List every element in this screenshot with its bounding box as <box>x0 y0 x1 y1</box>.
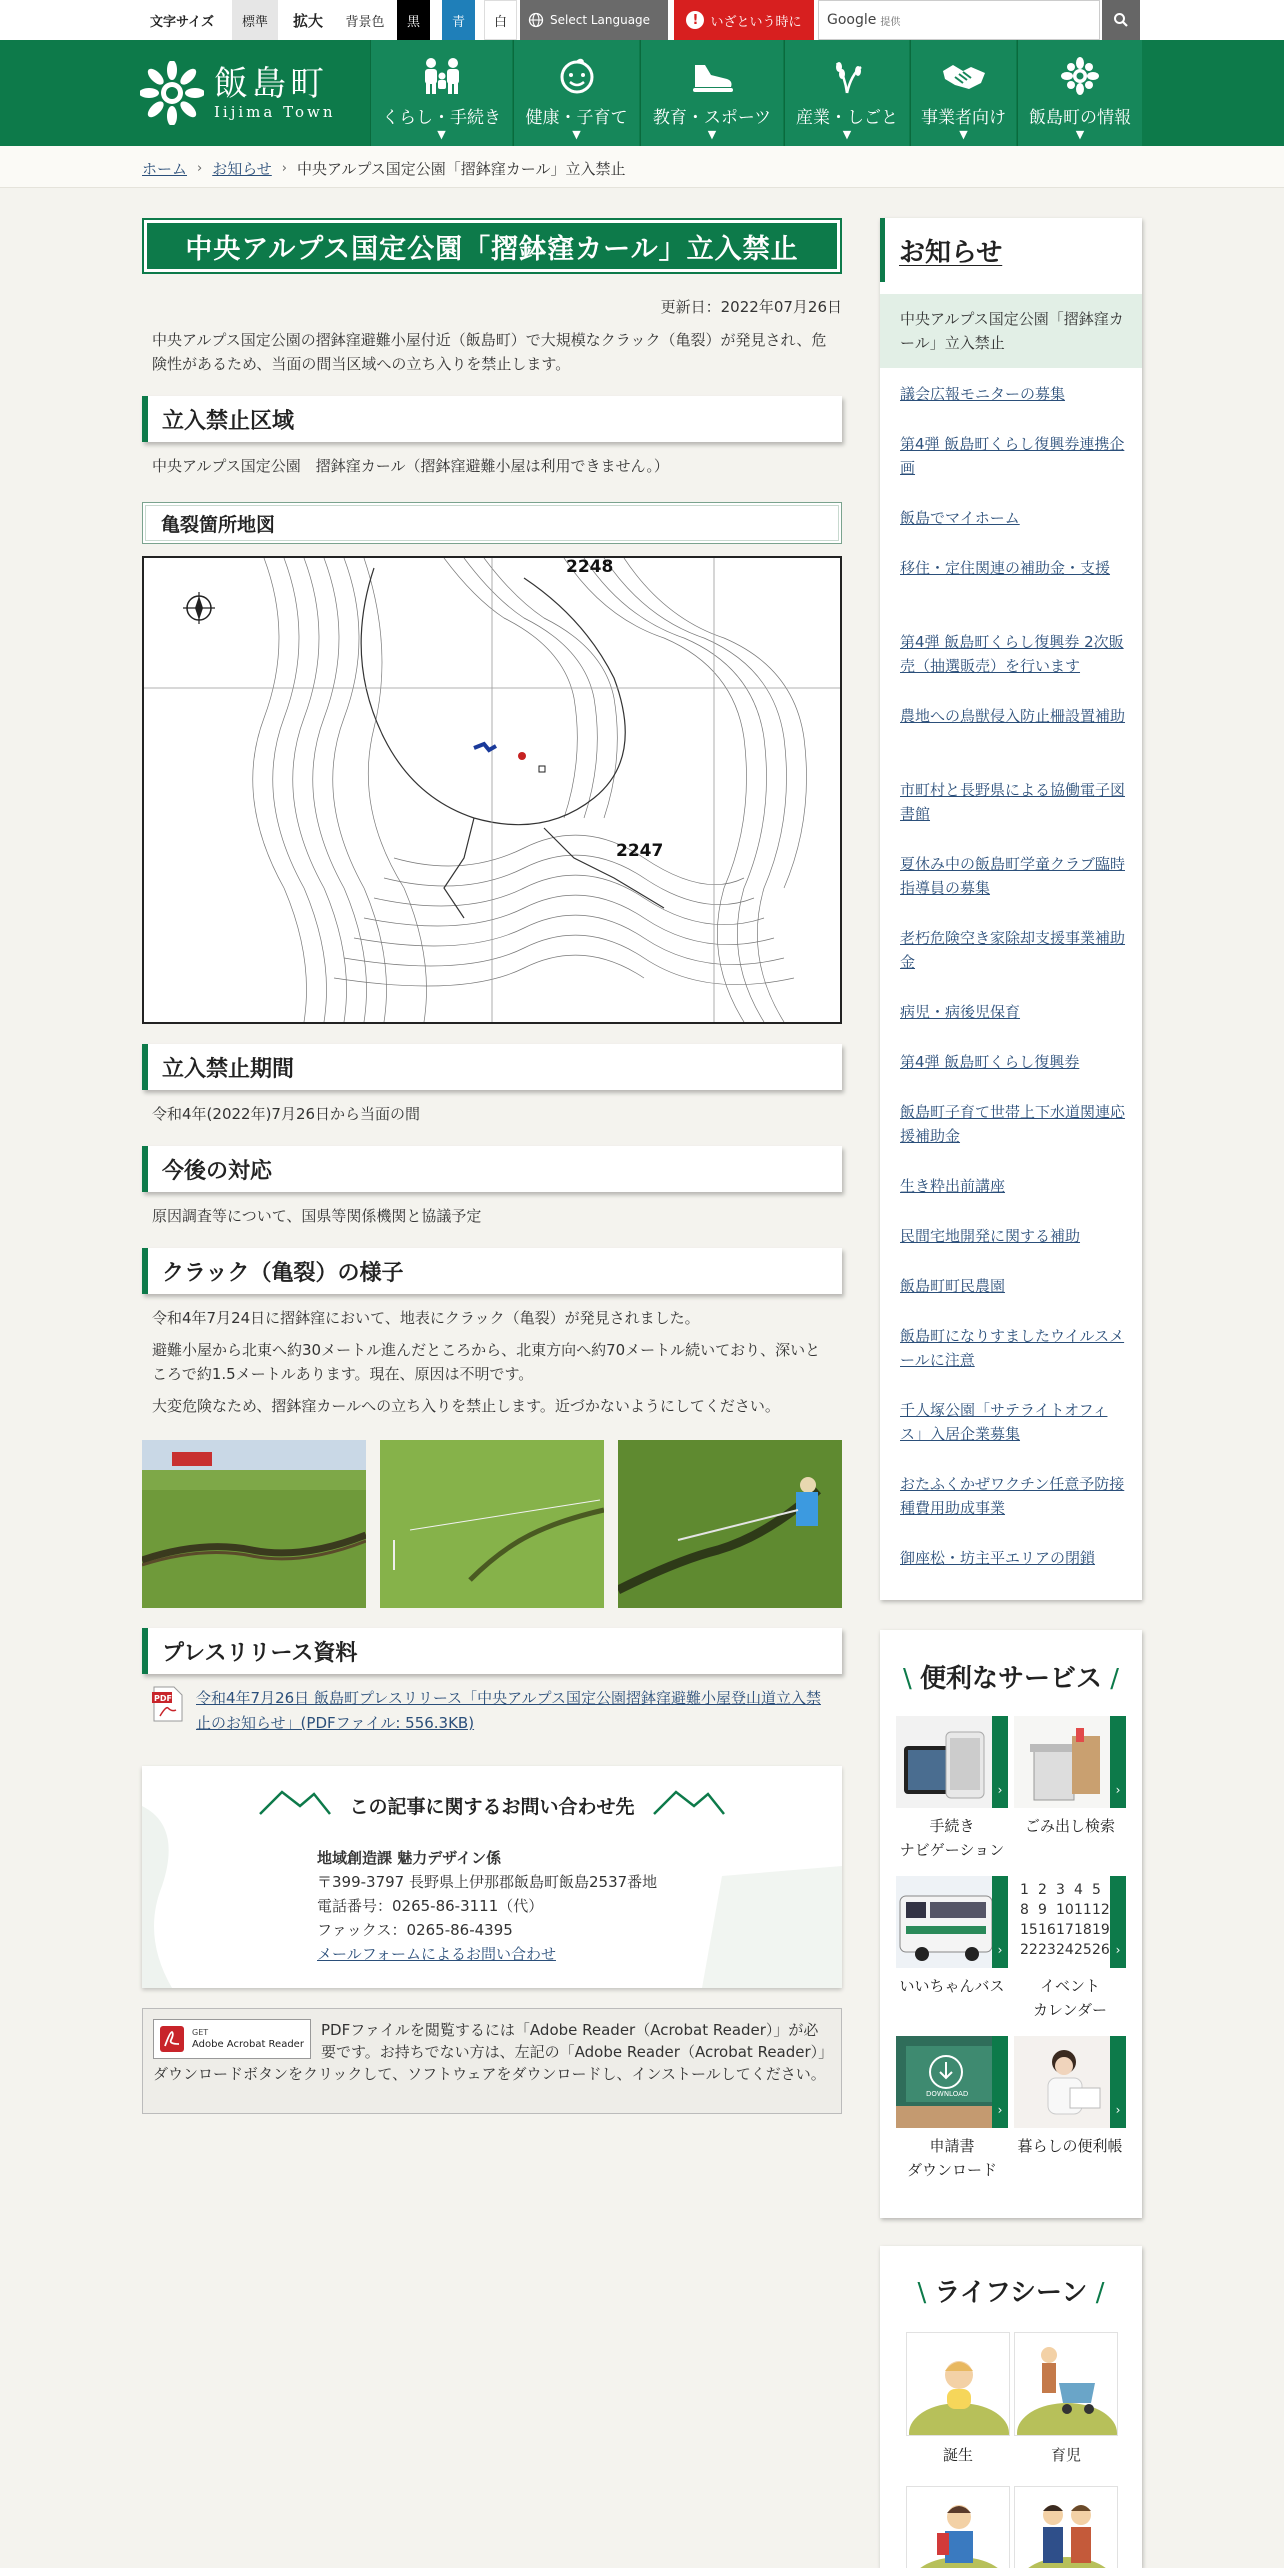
crack-photo-1[interactable] <box>142 1440 366 1608</box>
sidebar-news-item[interactable] <box>880 1100 1142 1148</box>
life-scene-birth[interactable] <box>906 2332 1010 2465</box>
crack-text-3: 大変危険なため、摺鉢窪カールへの立ち入りを禁止します。近づかないようにしてください。 <box>152 1397 780 1415</box>
sidebar-news-item[interactable] <box>880 506 1142 530</box>
nav-business-label: 事業者向け <box>921 108 1006 128</box>
calendar-day: 3 <box>1056 1882 1065 1898</box>
life-label: 育児 <box>1050 2446 1081 2464</box>
adobe-reader-download-button[interactable] <box>153 2019 311 2059</box>
calendar-day: 24 <box>1056 1942 1074 1958</box>
life-scene-family[interactable] <box>1014 2486 1118 2568</box>
calendar-day: 9 <box>1038 1902 1047 1918</box>
service-label: 申請書 ダウンロード <box>906 2137 997 2179</box>
service-garbage-search[interactable]: › ごみ出し検索 <box>1014 1716 1126 1838</box>
breadcrumb-bar <box>0 146 1284 188</box>
topographic-map-image <box>144 558 840 1022</box>
calendar-day: 25 <box>1074 1942 1092 1958</box>
crack-text-2: 避難小屋から北東へ約30メートル進んだところから、北東方向へ約70メートル続いており、深いところで約1.5メートルあります。現在、原因は不明です。 <box>152 1341 821 1383</box>
sidebar-news-item[interactable] <box>880 1398 1142 1446</box>
contact-dept: 地域創造課 魅力デザイン係 <box>317 1849 502 1867</box>
updated-date: 更新日：2022年07月26日 <box>660 298 842 316</box>
service-label: いいちゃんバス <box>899 1977 1005 1995</box>
stroller-icon <box>1015 2333 1118 2436</box>
press-release-item <box>152 1686 832 1736</box>
calendar-day: 26 <box>1092 1942 1110 1958</box>
crack-photo-2[interactable] <box>380 1440 604 1608</box>
life-title: \ ライフシーン / <box>917 2278 1105 2308</box>
calendar-day: 4 <box>1074 1882 1083 1898</box>
sidebar-news-item[interactable] <box>880 778 1142 826</box>
service-form-download[interactable]: DOWNLOAD › 申請書 ダウンロード <box>896 2036 1008 2182</box>
news-link[interactable]: 中央アルプス国定公園「摺鉢窪カール」立入禁止 <box>900 310 1124 352</box>
chevron-down-icon: ▼ <box>572 128 581 141</box>
news-link[interactable]: 老朽危険空き家除却支援事業補助金 <box>900 929 1126 971</box>
calendar-day: 17 <box>1056 1922 1074 1938</box>
sidebar-news-item[interactable] <box>880 852 1142 900</box>
news-link[interactable]: 病児・病後児保育 <box>900 1003 1021 1021</box>
font-size-label: 文字サイズ <box>142 0 222 40</box>
font-size-standard-button[interactable]: 標準 <box>232 0 278 40</box>
emergency-button[interactable] <box>674 0 814 40</box>
search-input[interactable] <box>818 0 1100 40</box>
contact-address: 〒399-3797 長野県上伊那郡飯島町飯島2537番地 <box>317 1873 658 1891</box>
adobe-icon <box>160 2026 184 2052</box>
chevron-down-icon: ▼ <box>1075 128 1085 141</box>
area-text: 中央アルプス国定公園 摺鉢窪カール（摺鉢窪避難小屋は利用できません。） <box>152 457 669 475</box>
search-brand: Google <box>827 12 877 28</box>
news-link[interactable]: 第4弾 飯島町くらし復興券 <box>900 1053 1080 1071</box>
nav-business[interactable] <box>910 40 1016 146</box>
calendar-day: 15 <box>1020 1922 1038 1938</box>
news-link[interactable]: 夏休み中の飯島町学童クラブ臨時指導員の募集 <box>900 855 1126 897</box>
sidebar-services <box>880 1630 1142 2218</box>
heading-area: 立入禁止区域 <box>142 396 842 442</box>
calendar-day: 5 <box>1092 1882 1101 1898</box>
contact-form-link[interactable]: メールフォームによるお問い合わせ <box>317 1945 556 1963</box>
sidebar-news-item[interactable] <box>880 1224 1142 1248</box>
news-link[interactable]: 生き粋出前講座 <box>900 1177 1006 1195</box>
news-link[interactable]: おたふくかぜワクチン任意予防接種費用助成事業 <box>900 1475 1125 1517</box>
rice-plant-icon <box>827 57 867 95</box>
life-scene-school[interactable] <box>906 2486 1010 2568</box>
calendar-day: 22 <box>1020 1942 1038 1958</box>
service-label: イベント カレンダー <box>1032 1977 1108 2019</box>
sidebar-news-item[interactable] <box>880 1274 1142 1298</box>
nav-health[interactable] <box>513 40 639 146</box>
handshake-icon <box>941 57 987 95</box>
service-label: 暮らしの便利帳 <box>1017 2137 1123 2155</box>
adobe-notice-text: PDFファイルを閲覧するには「Adobe Reader（Acrobat Reader）」が必要です。お持ちでない方は、左記の「Adobe Reader（Acrobat Reader）」ダウンロードボタンをクリックして、ソフトウェアをダウンロードし、インストールしてください。 <box>153 2021 826 2083</box>
calendar-day: 1 <box>1020 1882 1029 1898</box>
calendar-day: 2 <box>1038 1882 1047 1898</box>
adobe-badge-get: GET <box>192 2028 209 2037</box>
site-logo[interactable] <box>140 58 365 128</box>
period-text: 令和4年(2022年)7月26日から当面の間 <box>152 1105 421 1123</box>
breadcrumb-home[interactable]: ホーム <box>142 160 188 178</box>
calendar-day: 11 <box>1074 1902 1092 1918</box>
nav-living-label: くらし・手続き <box>382 108 501 128</box>
sidebar-news-item[interactable] <box>880 1546 1142 1570</box>
contact-fax: ファックス：0265-86-4395 <box>317 1921 513 1939</box>
pdf-icon-label: PDF <box>154 1694 172 1703</box>
emblem-icon <box>1060 57 1100 95</box>
sidebar-life-scenes <box>880 2246 1142 2568</box>
sidebar-news-item[interactable] <box>880 926 1142 974</box>
search-icon <box>1113 12 1129 28</box>
bg-color-label: 背景色 <box>345 14 385 30</box>
crack-text-1: 令和4年7月24日に摺鉢窪において、地表にクラック（亀裂）が発見されました。 <box>152 1309 700 1327</box>
service-event-calendar[interactable]: 1 2 3 4 5 8 9 10 11 12 15 16 17 18 19 22 23 24 25 26 › イベント カレンダー <box>1014 1876 1126 2022</box>
globe-icon <box>528 12 544 28</box>
breadcrumb <box>142 158 626 179</box>
logo-jp: 飯島町 <box>214 64 328 104</box>
breadcrumb-news[interactable]: お知らせ <box>212 160 272 178</box>
news-link[interactable]: 移住・定住関連の補助金・支援 <box>900 559 1111 577</box>
news-link[interactable]: 千人塚公園「サテライトオフィス」入居企業募集 <box>900 1401 1108 1443</box>
town-emblem-icon <box>140 61 204 125</box>
sidebar-news-item[interactable] <box>880 1472 1142 1520</box>
sidebar-news-item[interactable] <box>880 382 1142 406</box>
sidebar-news-item[interactable] <box>880 630 1142 678</box>
news-link[interactable]: 飯島町子育て世帯上下水道関連応援補助金 <box>900 1103 1126 1145</box>
calendar-day: 12 <box>1092 1902 1110 1918</box>
news-link[interactable]: 議会広報モニターの募集 <box>900 385 1066 403</box>
font-size-large-button[interactable]: 拡大 <box>282 0 334 40</box>
heading-crack: クラック（亀裂）の様子 <box>142 1248 842 1294</box>
map-label-2248: 2248 <box>566 558 614 577</box>
response-text: 原因調査等について、国県等関係機関と協議予定 <box>152 1207 482 1225</box>
chevron-down-icon: ▼ <box>959 128 968 141</box>
press-release-pdf-link[interactable]: 令和4年7月26日 飯島町プレスリリース「中央アルプス国定公園摺鉢窪避難小屋登山道立入禁止のお知らせ」(PDFファイル: 556.3KB) <box>196 1689 821 1732</box>
news-link[interactable]: 農地への鳥獣侵入防止柵設置補助 <box>900 707 1126 725</box>
map-label-2247: 2247 <box>616 841 664 861</box>
intro-text: 中央アルプス国定公園の摺鉢窪避難小屋付近（飯島町）で大規模なクラック（亀裂）が発見され、危険性があるため、当面の間当区域への立ち入りを禁止します。 <box>152 331 827 373</box>
nav-town-info-label: 飯島町の情報 <box>1029 108 1131 128</box>
utility-bar <box>0 0 1284 40</box>
breadcrumb-current: 中央アルプス国定公園「摺鉢窪カール」立入禁止 <box>296 160 626 178</box>
nav-industry[interactable] <box>784 40 909 146</box>
service-label: ごみ出し検索 <box>1024 1817 1115 1835</box>
contact-phone: 電話番号：0265-86-3111（代） <box>317 1897 544 1915</box>
sidebar-news-item[interactable] <box>880 1000 1142 1024</box>
news-link[interactable]: 民間宅地開発に関する補助 <box>900 1227 1081 1245</box>
site-header <box>0 40 1284 146</box>
bg-white-button[interactable]: 白 <box>484 0 517 40</box>
sidebar-news-item[interactable] <box>880 294 1142 368</box>
contact-box <box>142 1766 842 1988</box>
search-brand-small: 提供 <box>880 16 901 28</box>
chevron-right-icon: › <box>197 161 203 176</box>
service-bus[interactable]: › いいちゃんバス <box>896 1876 1008 1998</box>
service-life-handbook[interactable]: › 暮らしの便利帳 <box>1014 2036 1126 2158</box>
calendar-day: 23 <box>1038 1942 1056 1958</box>
contact-title: この記事に関するお問い合わせ先 <box>349 1796 635 1818</box>
bg-blue-button[interactable]: 青 <box>442 0 475 40</box>
life-title-text: ライフシーン <box>934 2278 1088 2308</box>
news-link[interactable]: 飯島町になりすましたウイルスメールに注意 <box>900 1327 1125 1369</box>
download-caption: DOWNLOAD <box>926 2090 969 2098</box>
emergency-label: いざという時に <box>710 14 802 30</box>
page-title: 中央アルプス国定公園「摺鉢窪カール」立入禁止 <box>142 218 842 274</box>
sidebar-news-item[interactable] <box>880 556 1142 580</box>
news-link[interactable]: 第4弾 飯島町くらし復興券連携企画 <box>900 435 1125 477</box>
nav-living[interactable] <box>370 40 512 146</box>
adobe-badge-name: Adobe Acrobat Reader <box>192 2039 304 2050</box>
baby-face-icon <box>557 57 597 95</box>
heading-map: 亀裂箇所地図 <box>142 502 842 544</box>
chevron-down-icon: ▼ <box>437 128 446 141</box>
heading-period: 立入禁止期間 <box>142 1044 842 1090</box>
crack-location-map <box>142 556 842 1024</box>
baby-icon <box>907 2333 1010 2436</box>
nav-health-label: 健康・子育て <box>525 108 628 128</box>
heading-response: 今後の対応 <box>142 1146 842 1192</box>
crack-photo-3[interactable] <box>618 1440 842 1608</box>
sidebar-news-item[interactable] <box>880 1050 1142 1074</box>
bg-black-button[interactable]: 黒 <box>397 0 430 40</box>
news-link[interactable]: 飯島町町民農園 <box>900 1277 1006 1295</box>
heading-press: プレスリリース資料 <box>142 1628 842 1674</box>
nav-education[interactable] <box>640 40 783 146</box>
sidebar-news-item[interactable] <box>880 1324 1142 1372</box>
language-label: Select Language <box>550 13 651 27</box>
sidebar-news-item[interactable] <box>880 432 1142 480</box>
calendar-day: 8 <box>1020 1902 1029 1918</box>
nav-education-label: 教育・スポーツ <box>652 108 772 128</box>
calendar-day: 18 <box>1074 1922 1092 1938</box>
services-title: \ 便利なサービス / <box>902 1664 1120 1694</box>
pdf-file-icon <box>152 1686 184 1722</box>
chevron-right-icon: › <box>281 161 287 176</box>
news-link[interactable]: 市町村と長野県による協働電子図書館 <box>900 781 1126 823</box>
schoolchild-icon <box>907 2487 1010 2568</box>
news-link[interactable]: 飯島でマイホーム <box>900 509 1020 527</box>
sneaker-icon <box>689 57 735 95</box>
sidebar-news-item[interactable] <box>880 1174 1142 1198</box>
nav-industry-label: 産業・しごと <box>796 108 898 128</box>
nav-town-info[interactable] <box>1017 40 1142 146</box>
news-link[interactable]: 御座松・坊主平エリアの閉鎖 <box>900 1549 1096 1567</box>
calendar-day: 19 <box>1092 1922 1110 1938</box>
calendar-day: 10 <box>1056 1902 1074 1918</box>
chevron-down-icon: ▼ <box>842 128 852 141</box>
couple-icon <box>1015 2487 1118 2568</box>
search-button[interactable] <box>1102 0 1140 40</box>
language-select[interactable] <box>520 0 668 40</box>
chevron-down-icon: ▼ <box>707 128 717 141</box>
logo-en: Iijima Town <box>214 103 336 121</box>
calendar-day: 16 <box>1038 1922 1056 1938</box>
sidebar-news <box>880 218 1142 1600</box>
service-procedure-navi[interactable]: › 手続き ナビゲーション <box>896 1716 1008 1862</box>
life-scene-childcare[interactable] <box>1014 2332 1118 2465</box>
adobe-reader-notice <box>142 2008 842 2114</box>
family-icon <box>419 57 465 95</box>
service-label: 手続き ナビゲーション <box>899 1817 1005 1859</box>
alert-icon: ! <box>686 11 704 29</box>
sidebar-news-item[interactable] <box>880 704 1142 728</box>
life-label: 誕生 <box>942 2446 973 2464</box>
services-title-text: 便利なサービス <box>919 1664 1102 1694</box>
sidebar-news-title: お知らせ <box>880 218 1142 282</box>
news-link[interactable]: 第4弾 飯島町くらし復興券 2次販売（抽選販売）を行います <box>900 633 1124 675</box>
